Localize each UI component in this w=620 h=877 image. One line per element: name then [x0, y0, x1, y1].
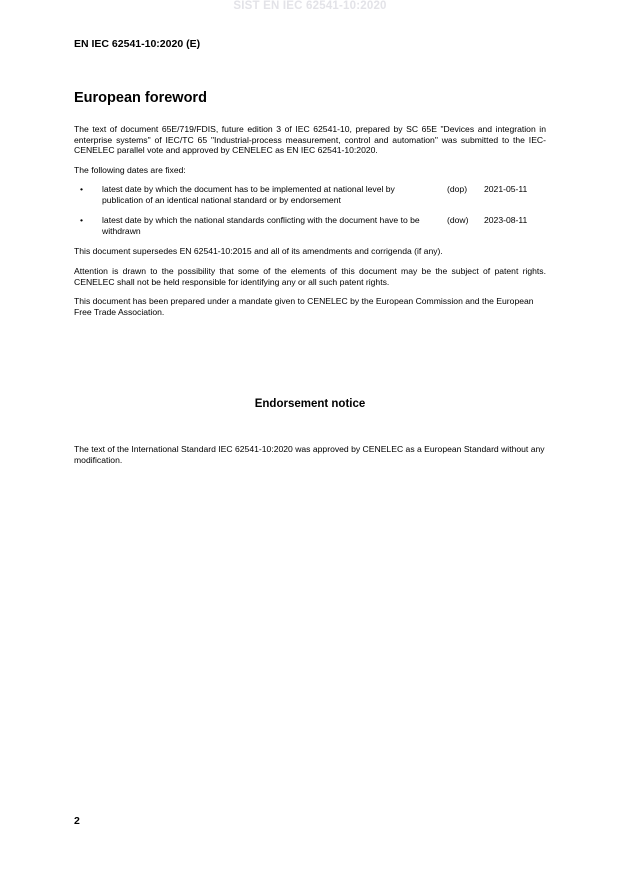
supersedes-paragraph: This document supersedes EN 62541-10:2015 and all of its amendments and corrigenda (if any).	[74, 246, 443, 257]
date-item-date: 2021-05-11	[484, 184, 528, 195]
mandate-paragraph: This document has been prepared under a mandate given to CENELEC by the European Commission and the European Free Trade Association.	[74, 296, 534, 317]
dates-intro-paragraph: The following dates are fixed:	[74, 164, 186, 175]
date-item-code: (dow)	[447, 215, 469, 226]
foreword-title: European foreword	[74, 90, 207, 106]
watermark: SIST EN IEC 62541-10:2020	[233, 0, 387, 12]
date-item-date: 2023-08-11	[484, 215, 528, 226]
header-document-code: EN IEC 62541-10:2020 (E)	[74, 38, 201, 50]
endorsement-title: Endorsement notice	[254, 398, 366, 410]
date-item-text: latest date by which the document has to be implemented at national level by publication of an identical national standard or by endorsement	[102, 184, 395, 205]
patent-paragraph: Attention is drawn to the possibility that some of the elements of this document may be the subject of patent rights. CENELEC shall not be held responsible for identifying any or all such patent rights.	[74, 265, 546, 287]
date-item-text: latest date by which the national standards conflicting with the document have to be withdrawn	[102, 215, 420, 236]
page-number: 2	[74, 815, 80, 827]
date-item-dop	[74, 184, 546, 206]
foreword-body	[74, 124, 546, 326]
date-item-code: (dop)	[447, 184, 468, 195]
bullet-icon: •	[80, 184, 84, 195]
foreword-intro-paragraph: The text of document 65E/719/FDIS, future edition 3 of IEC 62541-10, prepared by SC 65E "Devices and integration in enterprise systems" of IEC/TC 65 "Industrial-process measurement, control and automation" was submitted to the IEC-CENELEC parallel vote and approved by CENELEC as EN IEC 62541-10:2020.	[74, 124, 546, 156]
bullet-icon: •	[80, 215, 84, 226]
endorsement-paragraph: The text of the International Standard IEC 62541-10:2020 was approved by CENELEC as a European Standard without any modification.	[74, 444, 545, 465]
date-item-dow	[74, 215, 546, 237]
